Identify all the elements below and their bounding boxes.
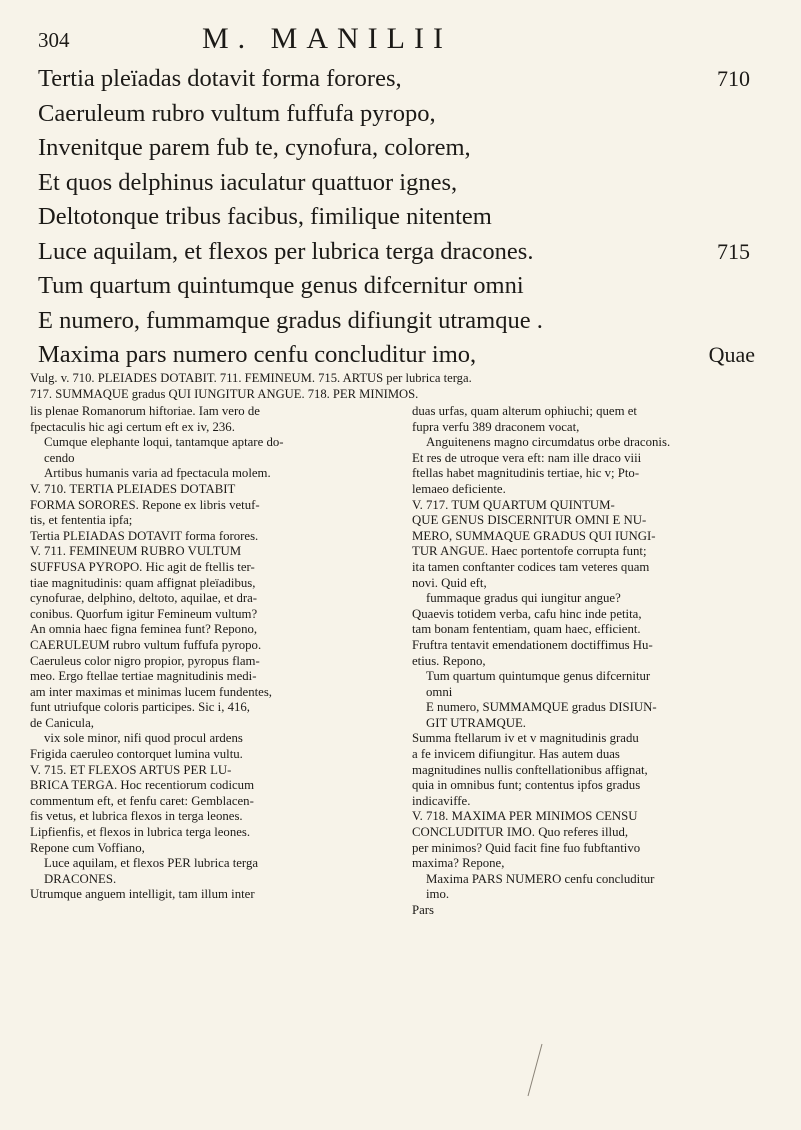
verse-catchword: Quae — [708, 342, 755, 367]
commentary-line: tis, et fententia ipfa; — [30, 513, 133, 528]
commentary-line: Tum quartum quintumque genus difcernitur — [426, 669, 651, 684]
commentary-line: imo. — [426, 887, 450, 902]
commentary-line: novi. Quid eft, — [412, 575, 487, 590]
commentary-line: Et res de utroque vera eft: nam ille draco viii — [412, 450, 642, 465]
verse-text: E numero, fummamque gradus difiungit utramque . — [38, 306, 543, 334]
commentary-line: fummaque gradus qui iungitur angue? — [426, 591, 621, 606]
commentary-line: quia in omnibus funt; contentus ipfos gradus — [412, 778, 641, 793]
commentary-line: Fruftra tentavit emendationem doctiffimus Hu- — [412, 637, 653, 652]
commentary-line: fpectaculis hic agi certum eft ex iv, 236. — [30, 419, 235, 434]
commentary-line: maxima? Repone, — [412, 856, 505, 871]
commentary-line: ftellas habet magnitudinis tertiae, hic v; Pto- — [412, 466, 640, 481]
verse-block — [38, 62, 750, 373]
verse-line — [38, 62, 750, 97]
commentary-line: funt utriufque coloris participes. Sic i, 416, — [30, 700, 250, 715]
commentary-line: a fe invicem difiungitur. Has autem duas — [412, 747, 620, 762]
variant-readings — [30, 370, 765, 402]
commentary-line: Pars — [412, 903, 435, 917]
commentary-line: duas urfas, quam alterum ophiuchi; quem et — [412, 404, 637, 418]
commentary-line: lis plenae Romanorum hiftoriae. Iam vero de — [30, 404, 260, 418]
commentary-line: tiae magnitudinis: quam affignat pleïadibus, — [30, 575, 256, 590]
commentary-line: tam bonam fententiam, quam haec, efficient. — [412, 622, 641, 637]
commentary-line: Maxima PARS NUMERO cenfu concluditur — [426, 871, 655, 886]
verse-text: Maxima pars numero cenfu concluditur imo, — [38, 341, 477, 368]
commentary-line: MERO, SUMMAQUE GRADUS QUI IUNGI- — [412, 528, 656, 543]
variant-line: Vulg. v. 710. PLEIADES DOTABIT. 711. FEMINEUM. 715. ARTUS per lubrica terga. — [30, 371, 472, 385]
commentary-line: conibus. Quorfum igitur Femineum vultum? — [30, 606, 258, 621]
verse-text: Tum quartum quintumque genus difcernitur omni — [38, 272, 524, 299]
stray-pen-mark — [520, 1040, 550, 1100]
commentary-line: Luce aquilam, et flexos PER lubrica terga — [44, 856, 259, 871]
commentary-line: fis vetus, et lubrica flexos in terga leones. — [30, 809, 243, 824]
commentary-line: V. 711. FEMINEUM RUBRO VULTUM — [30, 544, 242, 559]
commentary-line: magnitudines nullis conftellationibus affignat, — [412, 762, 648, 777]
commentary-line: commentum eft, et fenfu caret: Gemblacen- — [30, 793, 254, 808]
commentary-line: CONCLUDITUR IMO. Quo referes illud, — [412, 825, 629, 840]
commentary-right-column — [412, 404, 775, 919]
commentary-line: Repone cum Voffiano, — [30, 840, 145, 855]
commentary-line: FORMA SORORES. Repone ex libris vetuf- — [30, 497, 260, 512]
verse-line — [38, 200, 750, 235]
commentary-line: etius. Repono, — [412, 653, 486, 668]
variant-line: 717. SUMMAQUE gradus QUI IUNGITUR ANGUE. 718. PER MINIMOS. — [30, 387, 419, 401]
commentary-line: E numero, SUMMAMQUE gradus DISIUN- — [426, 700, 657, 715]
commentary-line: V. 718. MAXIMA PER MINIMOS CENSU — [412, 809, 638, 824]
commentary-line: Caeruleus color nigro propior, pyropus flam- — [30, 653, 260, 668]
verse-line — [38, 338, 750, 373]
commentary-left-column — [30, 404, 393, 903]
verse-text: Deltotonque tribus facibus, fimilique nitentem — [38, 203, 492, 230]
commentary-line: Utrumque anguem intelligit, tam illum inter — [30, 887, 255, 902]
commentary-line: An omnia haec figna feminea funt? Repono, — [30, 622, 258, 637]
commentary-line: Summa ftellarum iv et v magnitudinis gradu — [412, 731, 639, 746]
verse-line — [38, 131, 750, 166]
verse-line — [38, 166, 750, 201]
commentary-line: Frigida caeruleo contorquet lumina vultu. — [30, 747, 243, 762]
running-head — [38, 22, 763, 58]
commentary-line: Artibus humanis varia ad fpectacula molem. — [44, 466, 271, 481]
verse-line — [38, 235, 750, 270]
commentary-line: indicaviffe. — [412, 793, 471, 808]
commentary-line: cendo — [44, 450, 75, 465]
verse-text: Luce aquilam, et flexos per lubrica terga dracones. — [38, 237, 534, 265]
verse-line — [38, 304, 750, 339]
verse-number: 710 — [717, 66, 750, 91]
verse-line — [38, 97, 750, 132]
commentary-line: ita tamen conftanter codices tam veteres quam — [412, 559, 650, 574]
page-number: 304 — [38, 28, 70, 52]
verse-text: Invenitque parem fub te, cynofura, colorem, — [38, 134, 471, 161]
commentary-line: Quaevis totidem verba, cafu hinc inde petita, — [412, 606, 642, 621]
commentary-line: V. 710. TERTIA PLEIADES DOTABIT — [30, 481, 236, 496]
commentary-line: Cumque elephante loqui, tantamque aptare do- — [44, 435, 284, 450]
commentary-line: V. 715. ET FLEXOS ARTUS PER LU- — [30, 762, 232, 777]
commentary-line: CAERULEUM rubro vultum fuffufa pyropo. — [30, 637, 262, 652]
commentary-line: Lipfienfis, et flexos in lubrica terga leones. — [30, 825, 251, 840]
verse-text: Caeruleum rubro vultum fuffufa pyropo, — [38, 99, 436, 127]
commentary-line: meo. Ergo ftellae tertiae magnitudinis medi- — [30, 669, 257, 684]
commentary-line: cynofurae, delphino, deltoto, aquilae, et dra- — [30, 591, 258, 606]
commentary-line: V. 717. TUM QUARTUM QUINTUM- — [412, 497, 615, 512]
commentary-line: lemaeo deficiente. — [412, 481, 506, 496]
commentary-line: Anguitenens magno circumdatus orbe draconis. — [426, 435, 671, 450]
commentary-line: fupra verfu 389 draconem vocat, — [412, 419, 580, 434]
commentary-line: TUR ANGUE. Haec portentofe corrupta funt; — [412, 544, 647, 559]
commentary-line: de Canicula, — [30, 715, 94, 730]
commentary-line: Tertia PLEIADAS DOTAVIT forma forores. — [30, 528, 259, 543]
commentary-line: omni — [426, 684, 453, 699]
verse-line — [38, 269, 750, 304]
commentary-line: QUE GENUS DISCERNITUR OMNI E NU- — [412, 513, 647, 528]
commentary-line: DRACONES. — [44, 871, 117, 886]
verse-text: Tertia pleïadas dotavit forma forores, — [38, 65, 402, 92]
commentary-line: SUFFUSA PYROPO. Hic agit de ftellis ter- — [30, 559, 255, 574]
verse-number: 715 — [717, 238, 750, 264]
commentary-line: am inter maximas et minimas lucem fundentes, — [30, 684, 273, 699]
commentary-line: vix sole minor, nifi quod procul ardens — [44, 731, 243, 746]
commentary-line: per minimos? Quid facit fine fuo fubftantivo — [412, 840, 641, 855]
running-title: M. MANILII — [202, 22, 452, 55]
commentary-line: GIT UTRAMQUE. — [426, 715, 527, 730]
verse-text: Et quos delphinus iaculatur quattuor ignes, — [38, 168, 458, 196]
commentary-line: BRICA TERGA. Hoc recentiorum codicum — [30, 778, 255, 793]
